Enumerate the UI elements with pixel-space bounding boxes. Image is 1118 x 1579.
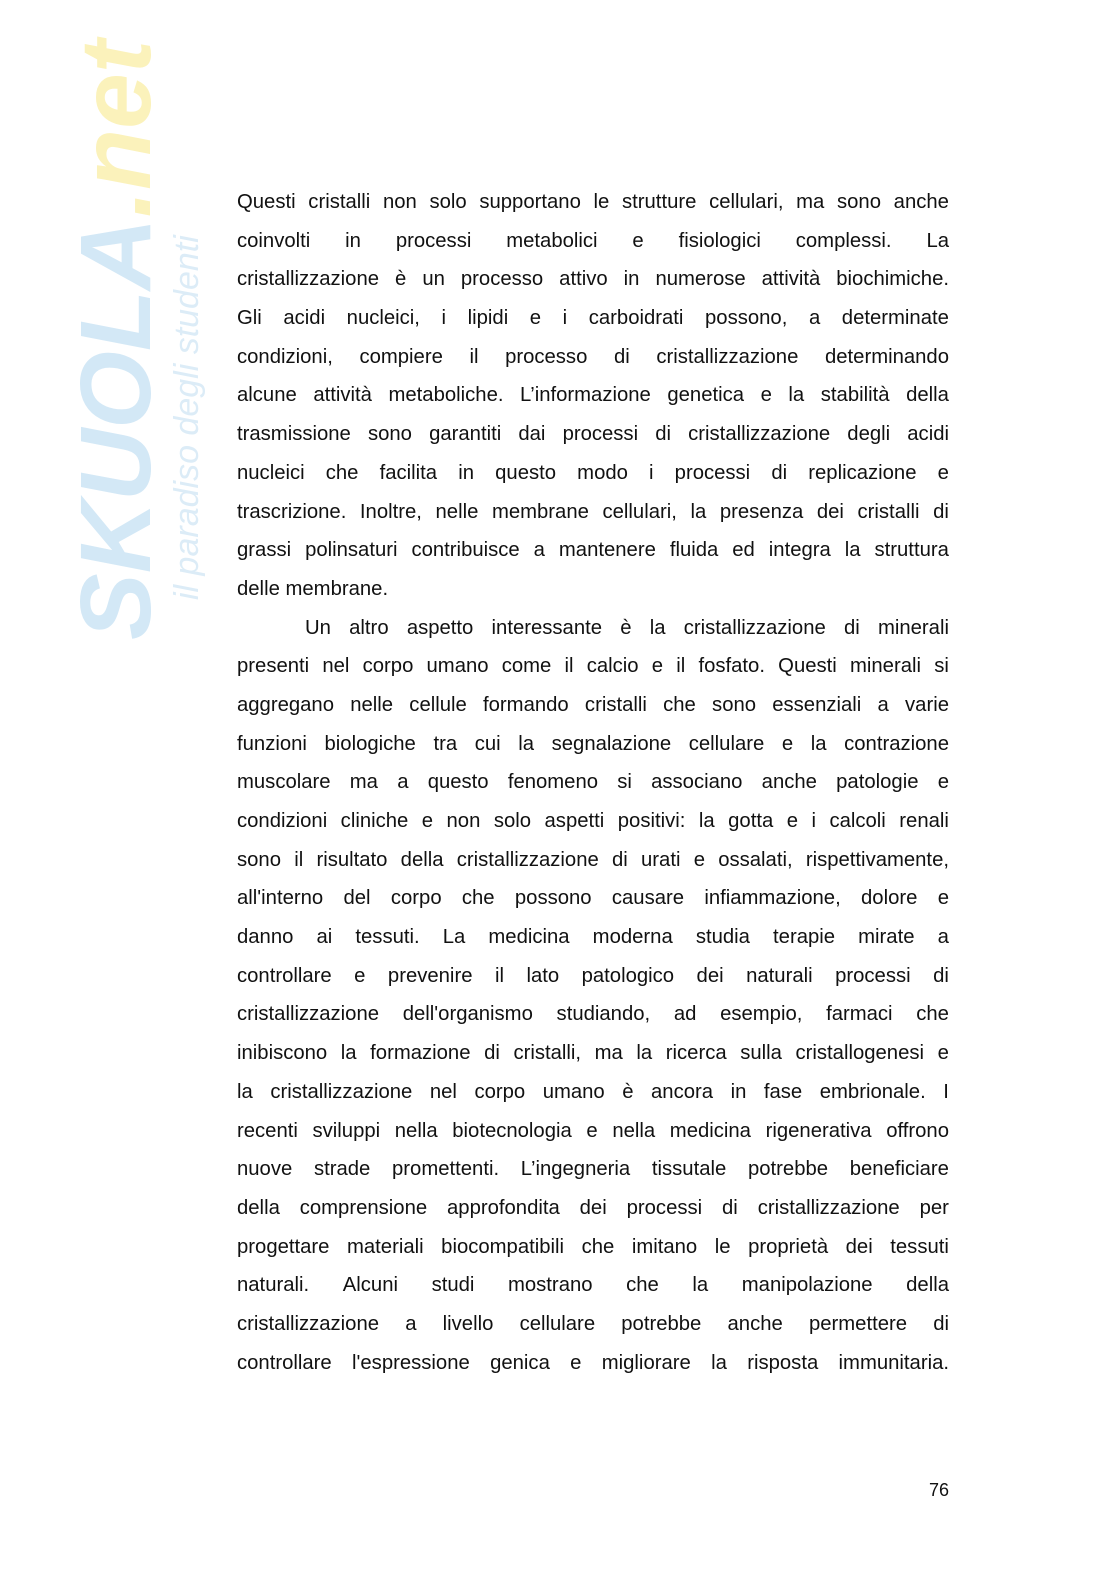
text-line: trasmissione sono garantiti dai processi di cristallizzazione degli acidi [237,423,949,446]
text-line: la cristallizzazione nel corpo umano è ancora in fase embrionale. I [237,1080,949,1103]
text-line: cristallizzazione dell'organismo studiando, ad esempio, farmaci che [237,1003,949,1026]
text-line: condizioni, compiere il processo di cristallizzazione determinando [237,345,949,368]
skuola-watermark [0,0,230,700]
text-line: Gli acidi nucleici, i lipidi e i carboidrati possono, a determinate [237,307,949,330]
text-line: alcune attività metaboliche. L’informazione genetica e la stabilità della [237,384,949,407]
text-line: inibiscono la formazione di cristalli, ma la ricerca sulla cristallogenesi e [237,1042,949,1065]
text-line: presenti nel corpo umano come il calcio e il fosfato. Questi minerali si [237,655,949,678]
text-line: cristallizzazione è un processo attivo in numerose attività biochimiche. [237,268,949,291]
document-body [237,183,949,1382]
text-line: nuove strade promettenti. L’ingegneria tissutale potrebbe beneficiare [237,1158,949,1181]
text-line: nucleici che facilita in questo modo i processi di replicazione e [237,461,949,484]
paragraph [237,183,949,609]
text-line: delle membrane. [237,577,389,600]
text-line: danno ai tessuti. La medicina moderna studia terapie mirate a [237,926,949,949]
text-line: controllare l'espressione genica e migliorare la risposta immunitaria. [237,1351,949,1374]
text-line: funzioni biologiche tra cui la segnalazione cellulare e la contrazione [237,732,949,755]
watermark-brand [60,36,172,640]
text-line: Questi cristalli non solo supportano le strutture cellulari, ma sono anche [237,191,949,213]
text-line: all'interno del corpo che possono causare infiammazione, dolore e [237,887,949,910]
text-line: recenti sviluppi nella biotecnologia e nella medicina rigenerativa offrono [237,1119,949,1142]
page-number: 76 [929,1480,950,1500]
watermark-brand-net: .net [60,39,172,218]
text-line: Un altro aspetto interessante è la cristallizzazione di minerali [305,616,949,639]
text-line: controllare e prevenire il lato patologico dei naturali processi di [237,964,949,987]
text-line: trascrizione. Inoltre, nelle membrane cellulari, la presenza dei cristalli di [237,500,949,523]
text-line: grassi polinsaturi contribuisce a mantenere fluida ed integra la struttura [237,539,949,562]
text-line: condizioni cliniche e non solo aspetti positivi: la gotta e i calcoli renali [237,810,949,832]
watermark-brand-main: SKUOLA [60,217,172,640]
text-line: cristallizzazione a livello cellulare potrebbe anche permettere di [237,1312,949,1335]
text-line: aggregano nelle cellule formando cristalli che sono essenziali a varie [237,693,949,716]
text-line: della comprensione approfondita dei processi di cristallizzazione per [237,1196,949,1219]
paragraph [237,609,949,1383]
text-line: sono il risultato della cristallizzazione di urati e ossalati, rispettivamente, [237,848,949,871]
text-line: progettare materiali biocompatibili che imitano le proprietà dei tessuti [237,1235,949,1258]
text-line: coinvolti in processi metabolici e fisiologici complessi. La [237,229,949,252]
text-line: naturali. Alcuni studi mostrano che la manipolazione della [237,1274,949,1297]
watermark-tagline: il paradiso degli studenti [168,235,206,600]
text-line: muscolare ma a questo fenomeno si associano anche patologie e [237,771,949,794]
